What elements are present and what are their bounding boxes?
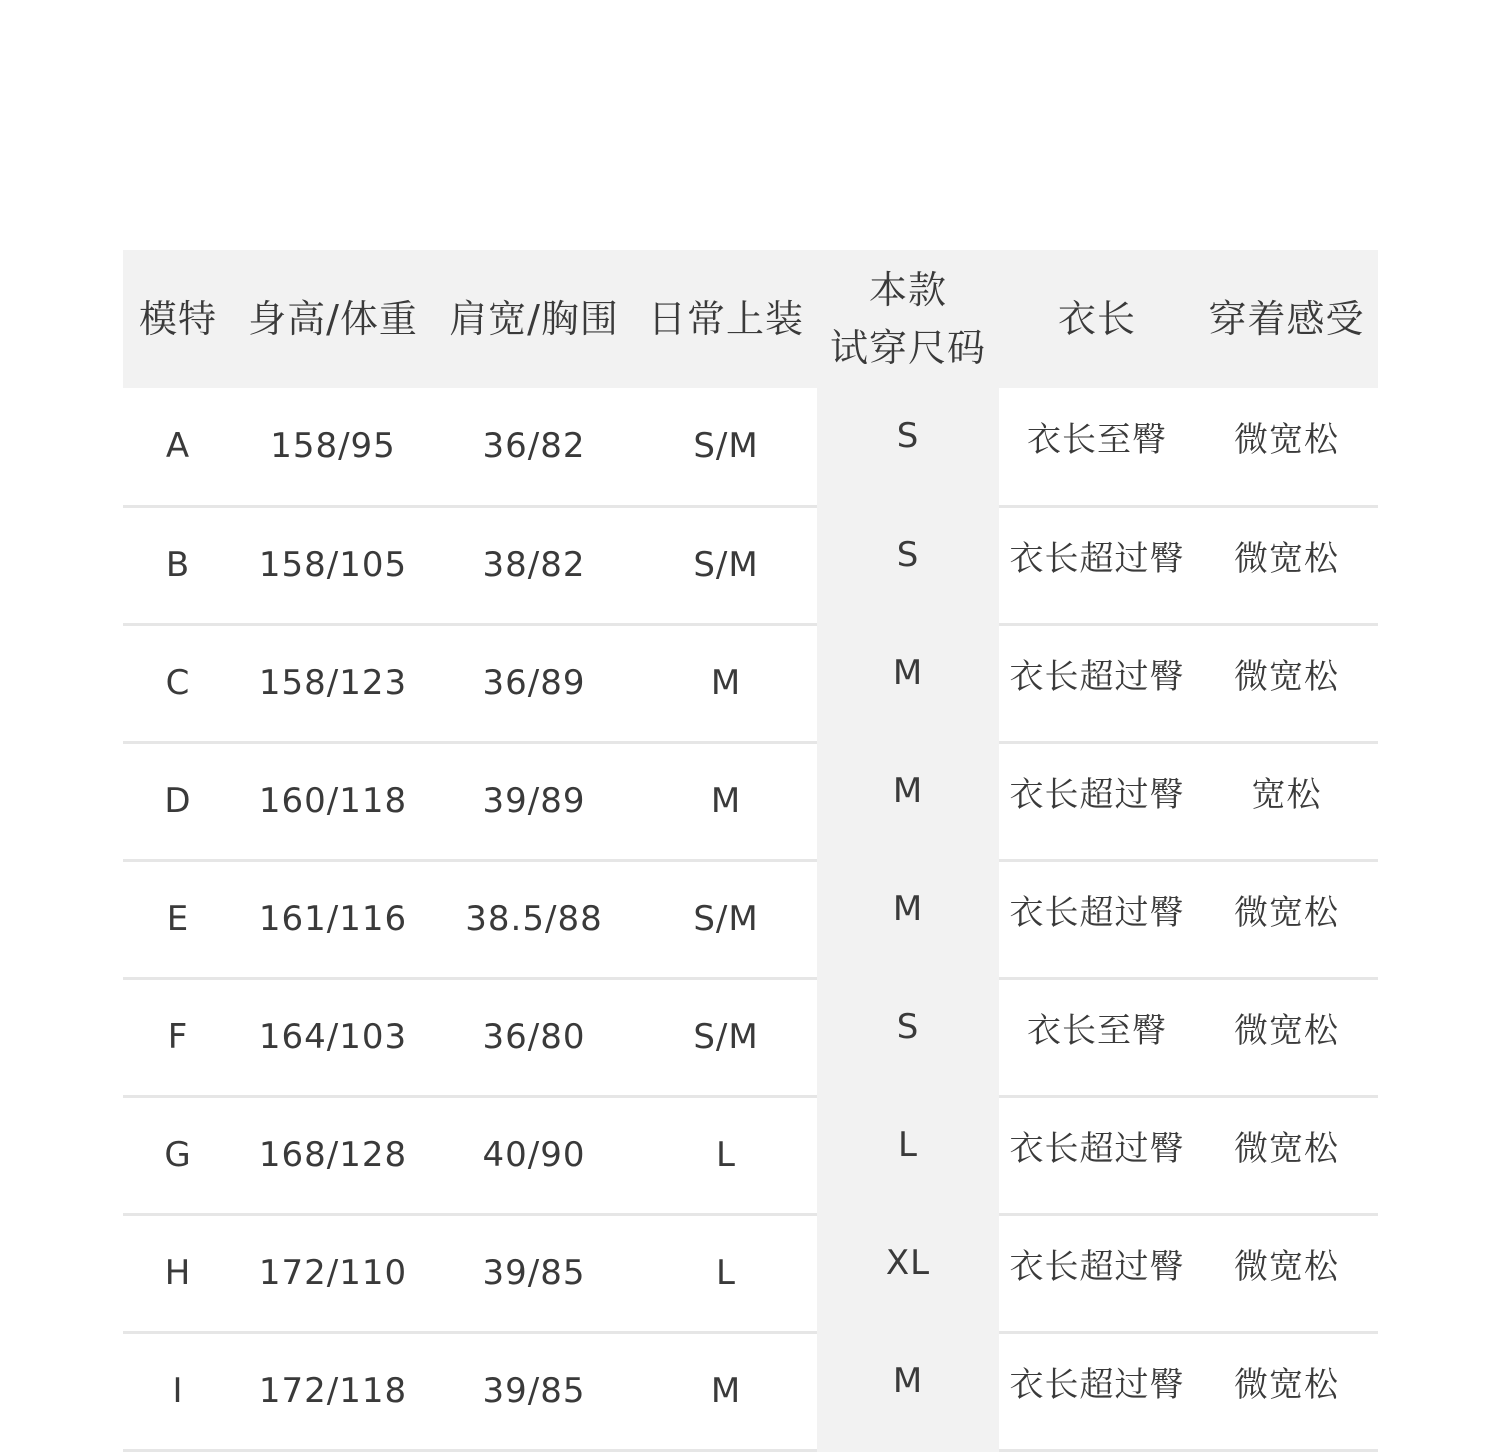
cell-feel: 微宽松 [1195,1214,1378,1332]
cell-feel: 微宽松 [1195,388,1378,506]
cell-height-weight: 158/95 [233,388,433,506]
cell-trial-size: M [817,1332,999,1450]
cell-model: I [123,1332,233,1450]
cell-trial-size: M [817,860,999,978]
cell-trial-size: XL [817,1214,999,1332]
cell-length: 衣长至臀 [999,978,1195,1096]
header-row [123,250,1378,388]
cell-height-weight: 164/103 [233,978,433,1096]
header-trial-size-line1: 本款 [868,268,947,312]
cell-shoulder-bust: 38.5/88 [433,860,635,978]
cell-trial-size: S [817,388,999,506]
cell-model: D [123,742,233,860]
cell-trial-size: M [817,742,999,860]
cell-model: G [123,1096,233,1214]
table-row [123,860,1378,978]
cell-daily-top: M [635,1332,817,1450]
cell-shoulder-bust: 36/80 [433,978,635,1096]
cell-length: 衣长至臀 [999,388,1195,506]
cell-height-weight: 158/123 [233,624,433,742]
header-length: 衣长 [1057,297,1136,341]
table-row [123,1096,1378,1214]
cell-shoulder-bust: 36/82 [433,388,635,506]
cell-shoulder-bust: 39/85 [433,1332,635,1450]
cell-height-weight: 168/128 [233,1096,433,1214]
cell-shoulder-bust: 39/85 [433,1214,635,1332]
cell-trial-size: S [817,978,999,1096]
cell-model: H [123,1214,233,1332]
table-row [123,1332,1378,1450]
header-trial-size-line2: 试穿尺码 [829,326,986,370]
cell-daily-top: M [635,624,817,742]
cell-model: B [123,506,233,624]
table-header [123,250,1378,388]
cell-daily-top: L [635,1214,817,1332]
cell-height-weight: 172/110 [233,1214,433,1332]
cell-feel: 微宽松 [1195,860,1378,978]
cell-shoulder-bust: 39/89 [433,742,635,860]
cell-daily-top: S/M [635,978,817,1096]
cell-shoulder-bust: 40/90 [433,1096,635,1214]
cell-model: A [123,388,233,506]
cell-daily-top: S/M [635,860,817,978]
cell-height-weight: 158/105 [233,506,433,624]
table-body [123,388,1378,1450]
cell-length: 衣长超过臀 [999,506,1195,624]
cell-height-weight: 161/116 [233,860,433,978]
cell-model: F [123,978,233,1096]
cell-feel: 宽松 [1195,742,1378,860]
cell-daily-top: S/M [635,506,817,624]
cell-feel: 微宽松 [1195,1332,1378,1450]
table-row [123,624,1378,742]
header-model: 模特 [138,297,217,341]
cell-length: 衣长超过臀 [999,1096,1195,1214]
header-shoulder-bust: 肩宽/胸围 [449,297,619,341]
cell-daily-top: L [635,1096,817,1214]
table-row [123,742,1378,860]
header-height-weight: 身高/体重 [248,297,418,341]
cell-feel: 微宽松 [1195,506,1378,624]
table-row [123,1214,1378,1332]
cell-feel: 微宽松 [1195,978,1378,1096]
cell-length: 衣长超过臀 [999,624,1195,742]
cell-shoulder-bust: 36/89 [433,624,635,742]
cell-height-weight: 160/118 [233,742,433,860]
cell-shoulder-bust: 38/82 [433,506,635,624]
cell-length: 衣长超过臀 [999,1332,1195,1450]
cell-length: 衣长超过臀 [999,1214,1195,1332]
cell-trial-size: L [817,1096,999,1214]
cell-model: C [123,624,233,742]
cell-trial-size: M [817,624,999,742]
cell-daily-top: M [635,742,817,860]
cell-trial-size: S [817,506,999,624]
header-trial-size [817,250,999,388]
cell-feel: 微宽松 [1195,1096,1378,1214]
header-daily-top: 日常上装 [647,297,804,341]
cell-length: 衣长超过臀 [999,860,1195,978]
model-size-table [123,250,1378,1452]
table-row [123,388,1378,506]
cell-daily-top: S/M [635,388,817,506]
cell-length: 衣长超过臀 [999,742,1195,860]
cell-feel: 微宽松 [1195,624,1378,742]
header-feel: 穿着感受 [1208,297,1365,341]
table-row [123,506,1378,624]
table-row [123,978,1378,1096]
cell-model: E [123,860,233,978]
cell-height-weight: 172/118 [233,1332,433,1450]
